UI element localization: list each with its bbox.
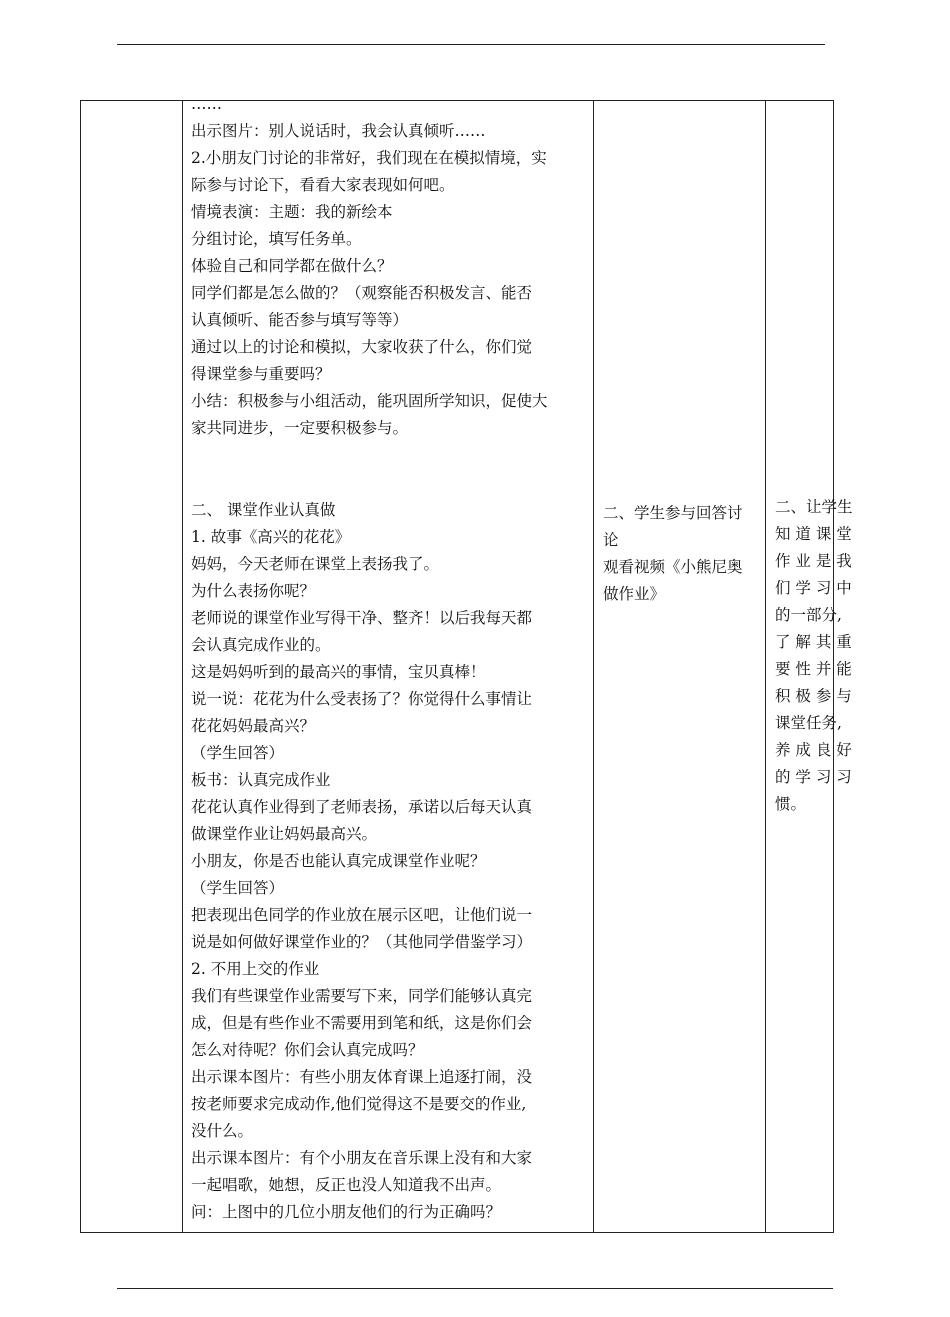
text-line: 要 性 并 能 xyxy=(775,660,852,678)
text-line: 把表现出色同学的作业放在展示区吧，让他们说一 xyxy=(191,906,533,924)
text-line: 怎么对待呢？你们会认真完成吗？ xyxy=(191,1041,424,1059)
text-line: 课堂任务, xyxy=(775,714,842,732)
table-divider-1 xyxy=(182,100,183,1233)
text-line: 我们有些课堂作业需要写下来，同学们能够认真完 xyxy=(191,987,533,1005)
text-line: 按老师要求完成动作,他们觉得这不是要交的作业, xyxy=(191,1095,527,1113)
text-line: 老师说的课堂作业写得干净、整齐！以后我每天都 xyxy=(191,609,533,627)
text-line: 同学们都是怎么做的？（观察能否积极发言、能否 xyxy=(191,284,533,302)
text-line: 出示课本图片：有个小朋友在音乐课上没有和大家 xyxy=(191,1149,533,1167)
text-line: 成，但是有些作业不需要用到笔和纸，这是你们会 xyxy=(191,1014,533,1032)
text-line: 出示课本图片：有些小朋友体育课上追逐打闹，没 xyxy=(191,1068,533,1086)
text-line: 知 道 课 堂 xyxy=(775,525,852,543)
text-line: 出示图片：别人说话时，我会认真倾听…… xyxy=(191,122,486,140)
text-line: 小结：积极参与小组活动，能巩固所学知识，促使大 xyxy=(191,392,548,410)
text-line: 的一部分, xyxy=(775,606,842,624)
text-line: 观看视频《小熊尼奥 xyxy=(603,558,743,576)
text-line: 这是妈妈听到的最高兴的事情，宝贝真棒！ xyxy=(191,663,486,681)
text-line: 二、 课堂作业认真做 xyxy=(191,501,336,519)
teacher-activity-cell xyxy=(191,91,586,1226)
section-participation-text xyxy=(191,91,586,442)
text-line: 的 学 习 习 xyxy=(775,768,852,786)
text-line: 做作业》 xyxy=(603,585,666,603)
text-line: 小朋友，你是否也能认真完成课堂作业呢？ xyxy=(191,852,486,870)
text-line: 会认真完成作业的。 xyxy=(191,636,331,654)
text-line: 认真倾听、能否参与填写等等） xyxy=(191,311,409,329)
text-line: 说是如何做好课堂作业的？（其他同学借鉴学习） xyxy=(191,933,533,951)
text-line: 妈妈，今天老师在课堂上表扬我了。 xyxy=(191,555,440,573)
text-line: （学生回答） xyxy=(191,744,285,762)
text-line: 做课堂作业让妈妈最高兴。 xyxy=(191,825,378,843)
text-line: 问：上图中的几位小朋友他们的行为正确吗？ xyxy=(191,1203,502,1221)
text-line: 没什么。 xyxy=(191,1122,254,1140)
text-line: 们 学 习 中 xyxy=(775,579,852,597)
text-line: 体验自己和同学都在做什么？ xyxy=(191,257,393,275)
text-line: 了 解 其 重 xyxy=(775,633,852,651)
footer-rule xyxy=(117,1288,833,1289)
text-line: 通过以上的讨论和模拟，大家收获了什么，你们觉 xyxy=(191,338,533,356)
text-line: 2. 不用上交的作业 xyxy=(191,960,320,978)
text-line: 为什么表扬你呢？ xyxy=(191,582,316,600)
text-line: 一起唱歌，她想，反正也没人知道我不出声。 xyxy=(191,1176,502,1194)
text-line: 养 成 良 好 xyxy=(775,741,852,759)
table-divider-3 xyxy=(765,100,766,1233)
text-line: 积 极 参 与 xyxy=(775,687,852,705)
header-rule xyxy=(117,44,825,45)
table-bottom-border xyxy=(80,1232,833,1233)
text-line: …… xyxy=(191,95,222,113)
design-intent-cell xyxy=(775,494,853,818)
text-line: 得课堂参与重要吗？ xyxy=(191,365,331,383)
table-divider-2 xyxy=(593,100,594,1233)
text-line: 花花妈妈最高兴？ xyxy=(191,717,316,735)
text-line: 2.小朋友门讨论的非常好，我们现在在模拟情境，实 xyxy=(191,149,547,167)
text-line: 二、让学生 xyxy=(775,498,853,516)
text-line: 际参与讨论下，看看大家表现如何吧。 xyxy=(191,176,455,194)
student-activity-cell xyxy=(603,500,758,608)
text-line: 1. 故事《高兴的花花》 xyxy=(191,528,351,546)
text-line: 惯。 xyxy=(775,795,807,813)
section-homework-text xyxy=(191,497,586,1226)
text-line: 情境表演：主题：我的新绘本 xyxy=(191,203,393,221)
table-left-border xyxy=(80,100,81,1233)
text-line: 家共同进步，一定要积极参与。 xyxy=(191,419,409,437)
text-line: 花花认真作业得到了老师表扬，承诺以后每天认真 xyxy=(191,798,533,816)
text-line: （学生回答） xyxy=(191,879,285,897)
text-line: 二、学生参与回答讨 xyxy=(603,504,743,522)
text-line: 说一说：花花为什么受表扬了？你觉得什么事情让 xyxy=(191,690,533,708)
text-line: 论 xyxy=(603,531,619,549)
text-line: 板书：认真完成作业 xyxy=(191,771,331,789)
text-line: 作 业 是 我 xyxy=(775,552,852,570)
text-line: 分组讨论，填写任务单。 xyxy=(191,230,362,248)
